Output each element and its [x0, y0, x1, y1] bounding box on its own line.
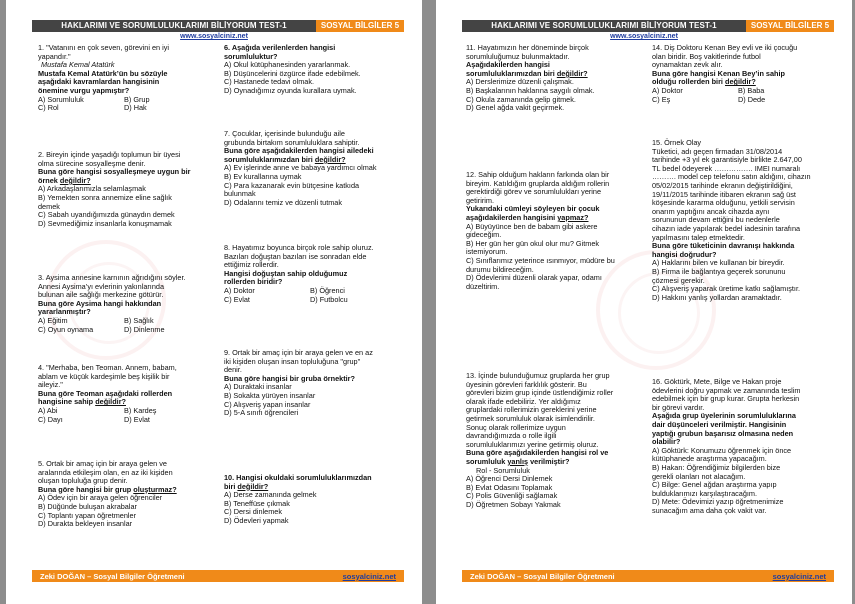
subject-label: SOSYAL BİLGİLER 5 [746, 20, 834, 32]
question-2: 2. Bireyin içinde yaşadığı toplumun bir üyesi olma sürecine sosyalleşme denir. Buna göre hangisi sosyalleşmeye uygun bir örnek değildir? A) Arkadaşlarımızla selamlaşmak B) Yemekten sonra annemize eline sağlık demek C) Sabah uyandığımızda günaydın demek D) Sevmediğimiz insanlarla konuşmamak [38, 151, 210, 228]
option-d[interactable]: D) Sevmediğimiz insanlarla konuşmamak [38, 218, 172, 228]
footer-link[interactable]: sosyalciniz.net [342, 571, 396, 581]
option-d[interactable]: D) Hakkını yanlış yollardan aramaktadır. [652, 292, 782, 302]
option-d[interactable]: D) Ödevleri yapmak [224, 515, 289, 525]
page-header [462, 20, 834, 32]
option-b[interactable]: B) Öğrenci [310, 285, 345, 295]
option-d[interactable]: D) Mete: Ödevimizi yazıp öğretmenimize [652, 497, 784, 507]
option-row [38, 416, 210, 425]
page-footer [32, 570, 404, 582]
question-16: 16. Göktürk, Mete, Bilge ve Hakan proje ödevlerini doğru yapmak ve zamanında teslim edebilmek için bir grup kurar. Grupta herkesin bir görevi vardır. Aşağıda grup üyelerinin sorumluluklarına dair düşünceleri verilmiştir. Hangisinin yaptığı grubun başarısız olmasına neden olabilir? A) Göktürk: Konumuzu öğrenmek için önce kütüphanede araştırma yapacağım. B) Hakan: Öğrendiğimiz bilgilerden bize gerekli olanları not alacağım. C) Bilge: Genel ağdan araştırma yapıp bulduklarımızı karşılaştıracağım. D) Mete: Ödevimizi yazıp öğretmenimize sunacağım ama daha çok vakit var. [652, 378, 824, 516]
option-d[interactable]: D) Dede [738, 94, 766, 104]
author-name: Zeki DOĞAN – Sosyal Bilgiler Öğretmeni [470, 571, 615, 581]
question-7: 7. Çocuklar, içerisinde bulunduğu aile grubunda birtakım sorumluluklara sahiptir. Buna göre aşağıdakilerden hangisi ailedeki sorumluluklarımızdan biri değildir? A) Ev işlerinde anne ve babaya yardımcı olmak B) Ev kurallarına uymak C) Para kazanarak evin bütçesine katkıda bulunmak D) Odalarını temiz ve düzenli tutmak [224, 130, 396, 207]
question-6: 6. Aşağıda verilenlerden hangisi sorumluluktur? A) Okul kütüphanesinden yararlanmak. B) Düşüncelerini özgürce ifade edebilmek. C) Hastanede tedavi olmak. D) Oynadığımız oyunda kurallara uymak. [224, 44, 396, 96]
footer-link[interactable]: sosyalciniz.net [772, 571, 826, 581]
question-5: 5. Ortak bir amaç için bir araya gelen ve aralarında etkileşim olan, en az iki kişiden oluşan topluluğa grup denir. Buna göre hangisi bir grup oluşturmaz? A) Ödev için bir araya gelen öğrenciler B) Düğünde buluşan akrabalar C) Toplantı yapan öğretmenler D) Durakta bekleyen insanlar [38, 460, 210, 529]
option-b[interactable]: B) Hakan: Öğrendiğimiz bilgilerden bize [652, 462, 781, 472]
option-row [38, 326, 210, 335]
author-name: Zeki DOĞAN – Sosyal Bilgiler Öğretmeni [40, 571, 185, 581]
option-b[interactable]: B) Ev kurallarına uymak [224, 171, 302, 181]
option-c[interactable]: C) Oyun oynama [38, 324, 94, 334]
column-header: Rol - Sorumluluk [476, 465, 530, 475]
option-c[interactable]: C) Sınıflarımız yeterince ısınmıyor, müdüre bu [466, 255, 615, 265]
option-c[interactable]: C) Dersi dinlemek [224, 507, 282, 517]
option-b[interactable]: B) Sağlık [124, 315, 154, 325]
option-c[interactable]: C) Eş [652, 94, 671, 104]
option-d[interactable]: D) Öğretmen Sobayı Yakmak [466, 499, 561, 509]
question-4: 4. "Merhaba, ben Teoman. Annem, babam, ablam ve küçük kardeşimle beş kişilik bir aileyiz." Buna göre Teoman aşağıdaki rollerden hangisine sahip değildir? A) Abi B) Kardeş C) Dayı D) Evlat [38, 364, 210, 424]
option-a[interactable]: A) Doktor [652, 85, 683, 95]
option-d[interactable]: D) Dinlenme [124, 324, 165, 334]
option-row [652, 96, 824, 105]
option-a[interactable]: A) Derse zamanında gelmek [224, 490, 317, 500]
question-9: 9. Ortak bir amaç için bir araya gelen ve en az iki kişiden oluşan insan topluluğuna "grup" denir. Buna göre hangisi bir gruba örnektir? A) Duraktaki insanlar B) Sokakta yürüyen insanlar C) Alışveriş yapan insanlar D) 5-A sınıfı öğrencileri [224, 349, 396, 418]
option-b[interactable]: B) Düğünde buluşan akrabalar [38, 501, 137, 511]
option-b[interactable]: B) Grup [124, 94, 150, 104]
option-c[interactable]: C) Dayı [38, 414, 63, 424]
option-a[interactable]: A) Arkadaşlarımızla selamlaşmak [38, 184, 146, 194]
option-a[interactable]: A) Abi [38, 405, 58, 415]
option-b[interactable]: B) Firma ile bağlantıya geçerek sorununu [652, 266, 786, 276]
option-a[interactable]: A) Sorumluluk [38, 94, 84, 104]
question-10: 10. Hangisi okuldaki sorumluluklarımızdan biri değildir? A) Derse zamanında gelmek B) Teneffüse çıkmak C) Dersi dinlemek D) Ödevleri yapmak [224, 474, 396, 526]
option-d[interactable]: D) Evlat [124, 414, 150, 424]
option-c[interactable]: C) Polis Güvenliği sağlamak [466, 491, 558, 501]
question-8: 8. Hayatımız boyunca birçok role sahip oluruz. Bazıları doğuştan bazıları ise sonradan elde ettiğimiz rollerdir. Hangisi doğuştan sahip olduğumuz rollerden biridir? A) Doktor B) Öğrenci C) Evlat D) Futbolcu [224, 244, 396, 304]
option-d[interactable]: D) 5-A sınıfı öğrencileri [224, 408, 299, 418]
test-title: HAKLARIMI VE SORUMLULUKLARIMI BİLİYORUM TEST-1 [32, 20, 316, 32]
option-d[interactable]: D) Odalarını temiz ve düzenli tutmak [224, 197, 343, 207]
subject-label: SOSYAL BİLGİLER 5 [316, 20, 404, 32]
page-header [32, 20, 404, 32]
option-b[interactable]: B) Sokakta yürüyen insanlar [224, 390, 316, 400]
option-c[interactable]: C) Evlat [224, 294, 250, 304]
option-d[interactable]: D) Ödevlerimi düzenli olarak yapar, odamı [466, 273, 602, 283]
option-d[interactable]: D) Durakta bekleyen insanlar [38, 519, 133, 529]
option-row [38, 104, 210, 113]
option-b[interactable]: B) Kardeş [124, 405, 157, 415]
test-title: HAKLARIMI VE SORUMLULUKLARIMI BİLİYORUM TEST-1 [462, 20, 746, 32]
option-row [224, 296, 396, 305]
option-a[interactable]: A) Öğrenci Dersi Dinlemek [466, 474, 553, 484]
option-d[interactable]: D) Oynadığımız oyunda kurallara uymak. [224, 85, 357, 95]
option-c[interactable]: C) Hastanede tedavi olmak. [224, 77, 315, 87]
question-15: 15. Örnek Olay Tüketici, adı geçen firmadan 31/08/2014 tarihinde +3 yıl ek garantisiyle birlikte 2.647,00 TL bedel ödeyerek ……………. IMEI numaralı ………. model cep telefonu satın aldığını, cihazın 05/02/2015 tarihinde ekranın değiştirildiğini, 19/11/2015 tarihinde itibaren ekranın sağ üst köşesinde kararma olduğunu, yetkili servisin onarım yaptığını ancak cihazda aynı sorununun devam ettiğini bu nedenlerle cihazın iade yapılarak bedel iadesinin tarafına yapılmasını talep etmektedir. Buna göre tüketicinin davranışı hakkında hangisi doğrudur? A) Haklarını bilen ve kullanan bir bireydir. B) Firma ile bağlantıya geçerek sorununu çözmesi gerekir. C) Alışveriş yaparak üretime katkı sağlamıştır. D) Hakkını yanlış yollardan aramaktadır. [652, 139, 824, 302]
question-3: 3. Aysima annesine karnının ağrıdığını söyler. Annesi Aysima’yı evlerinin yakınlarında bulunan aile sağlığı merkezine götürür. Buna göre Aysima hangi hakkından yararlanmıştır? A) Eğitim B) Sağlık C) Oyun oynama D) Dinlenme [38, 274, 210, 334]
option-d[interactable]: D) Genel ağda vakit geçirmek. [466, 103, 565, 113]
option-a[interactable]: A) Derslerimize düzenli çalışmak. [466, 77, 574, 87]
option-c[interactable]: C) Alışveriş yaparak üretime katkı sağlamıştır. [652, 284, 801, 294]
option-a[interactable]: A) Büyüyünce ben de babam gibi askere [466, 221, 598, 231]
option-b[interactable]: B) Düşüncelerini özgürce ifade edebilmek. [224, 68, 361, 78]
option-a[interactable]: A) Doktor [224, 285, 255, 295]
option-a[interactable]: A) Ödev için bir araya gelen öğrenciler [38, 493, 163, 503]
option-a[interactable]: A) Okul kütüphanesinden yararlanmak. [224, 60, 351, 70]
option-a[interactable]: A) Duraktaki insanlar [224, 382, 292, 392]
option-d[interactable]: D) Hak [124, 103, 147, 113]
option-c[interactable]: C) Alışveriş yapan insanlar [224, 399, 311, 409]
option-d[interactable]: D) Futbolcu [310, 294, 348, 304]
left-page [6, 0, 422, 604]
option-b[interactable]: B) Başkalarının haklarına saygılı olmak. [466, 85, 595, 95]
right-page [436, 0, 852, 604]
option-a[interactable]: A) Göktürk: Konumuzu öğrenmek için önce [652, 445, 792, 455]
option-c[interactable]: C) Rol [38, 103, 59, 113]
site-link[interactable]: www.sosyalciniz.net [610, 33, 678, 40]
option-b[interactable]: B) Teneffüse çıkmak [224, 498, 290, 508]
option-c[interactable]: C) Bilge: Genel ağdan araştırma yapıp [652, 480, 777, 490]
option-b[interactable]: B) Yemekten sonra annemize eline sağlık [38, 192, 172, 202]
option-c[interactable]: C) Okula zamanında gelip gitmek. [466, 94, 576, 104]
option-a[interactable]: A) Ev işlerinde anne ve babaya yardımcı olmak [224, 163, 377, 173]
option-c[interactable]: C) Para kazanarak evin bütçesine katkıda [224, 180, 360, 190]
option-c[interactable]: C) Sabah uyandığımızda günaydın demek [38, 210, 175, 220]
option-b[interactable]: B) Baba [738, 85, 765, 95]
option-c[interactable]: C) Toplantı yapan öğretmenler [38, 510, 137, 520]
option-a[interactable]: A) Eğitim [38, 315, 68, 325]
question-12: 12. Sahip olduğum hakların farkında olan bir bireyim. Katıldığım gruplarda aldığım rollerin gerektirdiği görev ve sorumlulukları yerine getiririm. Yukarıdaki cümleyi söyleyen bir çocuk aşağıdakilerden hangisini yapmaz? A) Büyüyünce ben de babam gibi askere gideceğim. B) Her gün her gün okul olur mu? Gitmek istemiyorum. C) Sınıflarımız yeterince ısınmıyor, müdüre bu durumu bildireceğim. D) Ödevlerimi düzenli olarak yapar, odamı düzeltirim. [466, 171, 638, 291]
question-14: 14. Diş Doktoru Kenan Bey evli ve iki çocuğu olan biridir. Boş vakitlerinde futbol oynamaktan zevk alır. Buna göre hangisi Kenan Bey’in sahip olduğu rollerden biri değildir? A) Doktor B) Baba C) Eş D) Dede [652, 44, 824, 104]
page-footer [462, 570, 834, 582]
option-b[interactable]: B) Evlat Odasını Toplamak [466, 482, 553, 492]
question-13: 13. İçinde bulunduğumuz gruplarda her grup üyesinin görevleri farklılık gösterir. Bu görevleri bizim grup içinde üstlendiğimiz roller olarak ifade edebiliriz. Yer aldığımız gruplardaki rollerimizin gereklerini yerine getirmek sorumluluk olarak isimlendirilir. Sonuç olarak rollerimize uygun davrandığımızda o rolle ilgili sorumluluklarımızı yerine getirmiş oluruz. Buna göre aşağıdakilerden hangisi rol ve sorumluluk yanlış verilmiştir? Rol - Sorumluluk A) Öğrenci Dersi Dinlemek B) Evlat Odasını Toplamak C) Polis Güvenliği sağlamak D) Öğretmen Sobayı Yakmak [466, 372, 638, 510]
option-a[interactable]: A) Haklarını bilen ve kullanan bir bireydir. [652, 258, 785, 268]
question-1: 1. "Vatanını en çok seven, görevini en iyi yapandır." Mustafa Kemal Atatürk Mustafa Kemal Atatürk’ün bu sözüyle aşağıdaki kavramlardan hangisinin önemine vurgu yapmıştır? A) Sorumluluk B) Grup C) Rol D) Hak [38, 44, 210, 113]
option-b[interactable]: B) Her gün her gün okul olur mu? Gitmek [466, 238, 600, 248]
site-link[interactable]: www.sosyalciniz.net [180, 33, 248, 40]
question-11: 11. Hayatımızın her döneminde birçok sorumluluğumuz bulunmaktadır. Aşağıdakilerden hangisi sorumluluklarımızdan biri değildir? A) Derslerimize düzenli çalışmak. B) Başkalarının haklarına saygılı olmak. C) Okula zamanında gelip gitmek. D) Genel ağda vakit geçirmek. [466, 44, 638, 113]
